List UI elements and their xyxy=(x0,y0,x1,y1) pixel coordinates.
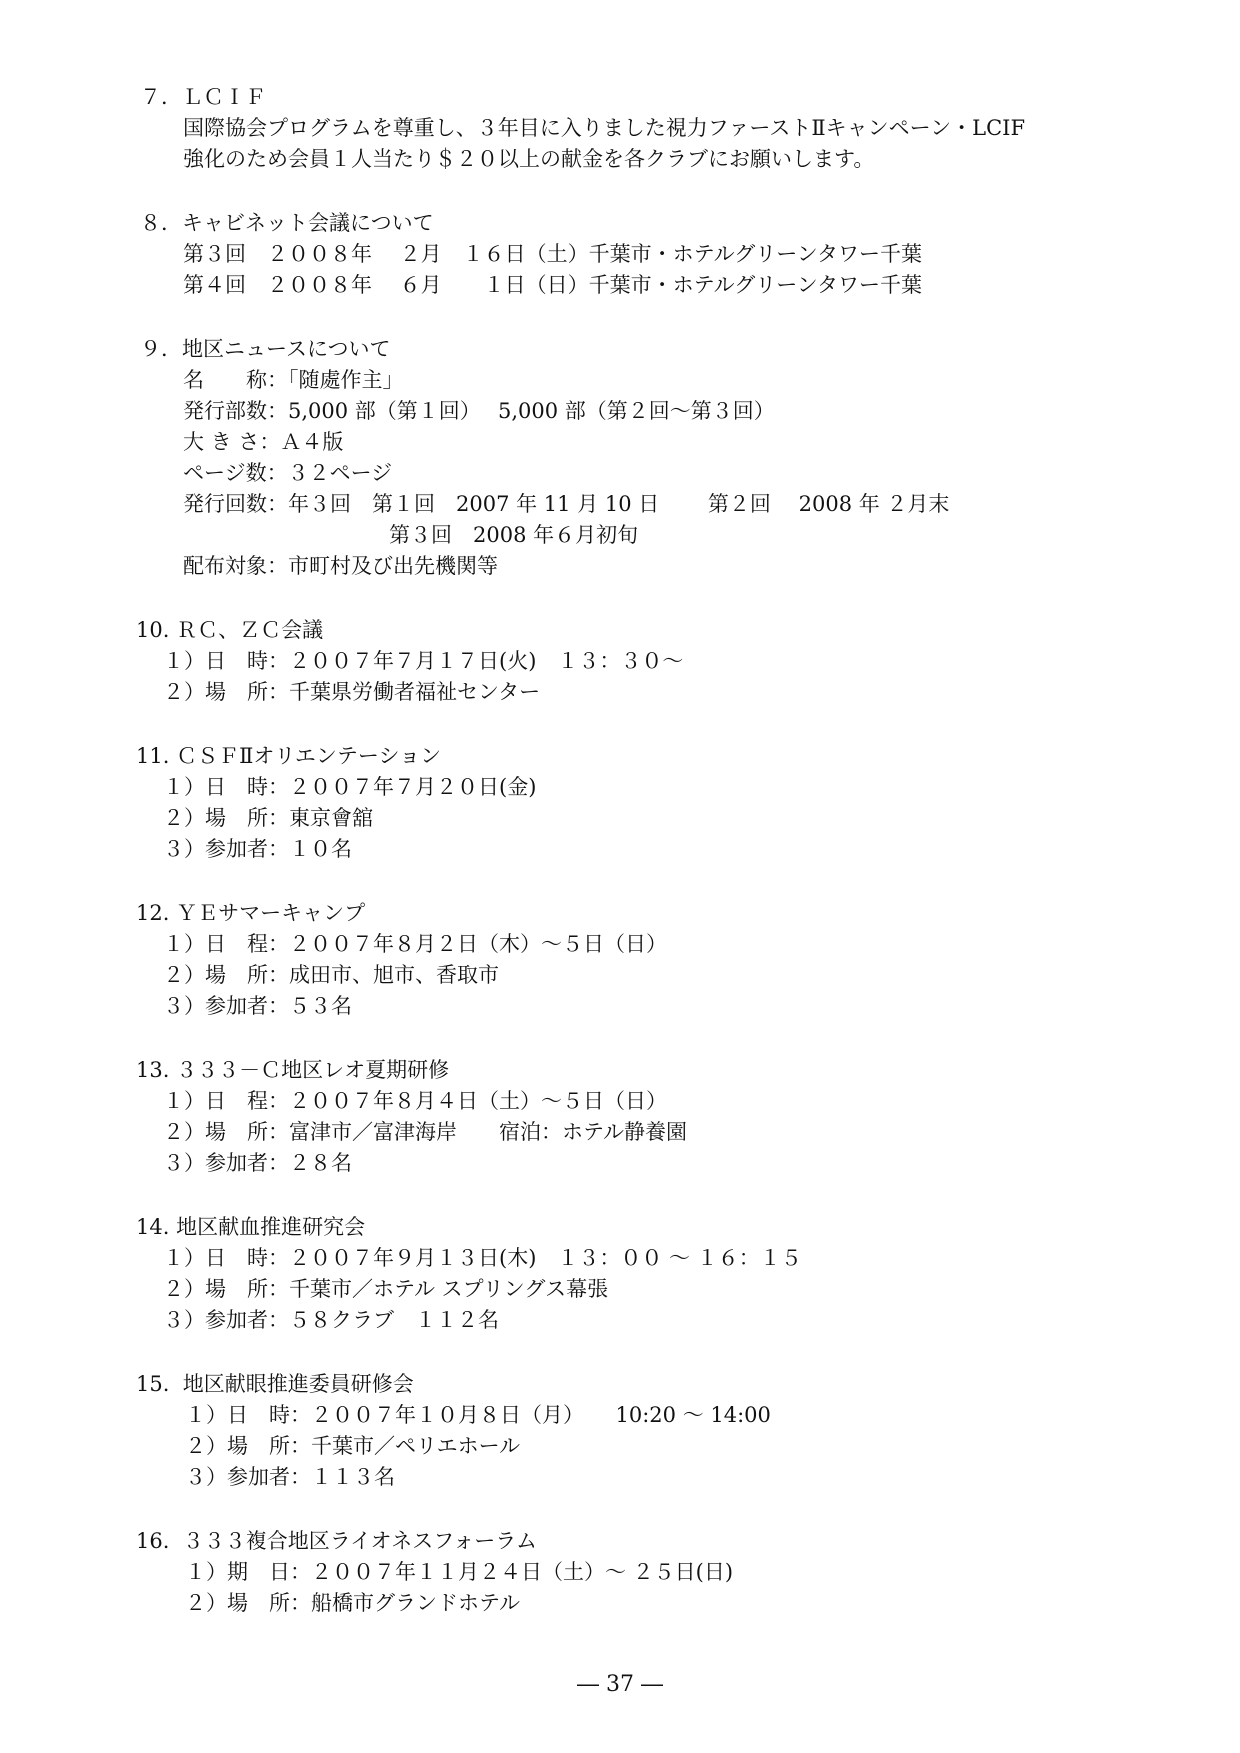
body-line: ３）参加者：１１３名 xyxy=(185,1465,395,1489)
body-line: ２）場 所：船橋市グランドホテル xyxy=(185,1591,520,1615)
body-line: 第３回 ２００８年 ２月 １６日（土）千葉市・ホテルグリーンタワー千葉 xyxy=(183,242,922,266)
body-line: 発行部数：5,000 部（第１回） 5,000 部（第２回～第３回） xyxy=(183,399,775,423)
body-line: ２）場 所：富津市／富津海岸 宿泊：ホテル静養園 xyxy=(163,1120,687,1144)
body-line: １）日 程：２００７年８月４日（土）～５日（日） xyxy=(163,1089,667,1113)
section-heading: 14. 地区献血推進研究会 xyxy=(136,1215,366,1239)
section-heading: ９．地区ニュースについて xyxy=(140,337,391,361)
body-line: ３）参加者：５３名 xyxy=(163,994,352,1018)
body-line: ２）場 所：千葉県労働者福祉センター xyxy=(163,680,541,704)
section-heading: 16. ３３３複合地区ライオネスフォーラム xyxy=(136,1529,538,1553)
body-line: ３）参加者：２８名 xyxy=(163,1151,352,1175)
section-heading: 12. ＹＥサマーキャンプ xyxy=(136,901,366,925)
body-line: 大 き さ：Ａ４版 xyxy=(183,430,344,454)
body-line: １）日 時：２００７年７月１７日(火) １３：３０～ xyxy=(163,649,684,673)
section-heading: 10. ＲＣ、ＺＣ会議 xyxy=(136,618,324,642)
body-line: 第３回 2008 年６月初旬 xyxy=(389,523,639,547)
body-line: 発行回数：年３回 第１回 2007 年 11 月 10 日 第２回 2008 年 ２月末 xyxy=(183,492,950,516)
section-heading: 13. ３３３－Ｃ地区レオ夏期研修 xyxy=(136,1058,450,1082)
section-heading: ７．ＬＣＩＦ xyxy=(140,85,266,109)
body-line: 第４回 ２００８年 ６月 １日（日）千葉市・ホテルグリーンタワー千葉 xyxy=(183,273,922,297)
body-line: １）期 日：２００７年１１月２４日（土）～ ２５日(日) xyxy=(185,1560,734,1584)
body-line: ２）場 所：成田市、旭市、香取市 xyxy=(163,963,499,987)
body-line: １）日 時：２００７年７月２０日(金) xyxy=(163,775,537,799)
body-line: ２）場 所：千葉市／ホテル スプリングス幕張 xyxy=(163,1277,609,1301)
body-line: １）日 時：２００７年９月１３日(木) １３：００ ～ １６：１５ xyxy=(163,1246,802,1270)
section-heading: 15. 地区献眼推進委員研修会 xyxy=(136,1372,414,1396)
body-line: 配布対象：市町村及び出先機関等 xyxy=(183,554,498,578)
body-line: １）日 時：２００７年１０月８日（月） 10:20 ～ 14:00 xyxy=(185,1403,771,1427)
body-line: ３）参加者：１０名 xyxy=(163,837,352,861)
body-line: ２）場 所：千葉市／ペリエホール xyxy=(185,1434,521,1458)
section-heading: 11. ＣＳＦⅡオリエンテーション xyxy=(136,744,442,768)
section-heading: ８．キャビネット会議について xyxy=(140,211,434,235)
body-line: １）日 程：２００７年８月２日（木）～５日（日） xyxy=(163,932,667,956)
page-number: ― 37 ― xyxy=(577,1672,663,1697)
body-line: 強化のため会員１人当たり＄２０以上の献金を各クラブにお願いします。 xyxy=(183,147,875,171)
body-line: ページ数：３２ページ xyxy=(183,461,393,485)
body-line: ３）参加者：５８クラブ １１２名 xyxy=(163,1308,499,1332)
body-line: 名 称：「随處作主」 xyxy=(183,368,404,392)
body-line: ２）場 所：東京會舘 xyxy=(163,806,373,830)
body-line: 国際協会プログラムを尊重し、３年目に入りました視力ファーストⅡキャンペーン・LCIF xyxy=(183,116,1026,140)
